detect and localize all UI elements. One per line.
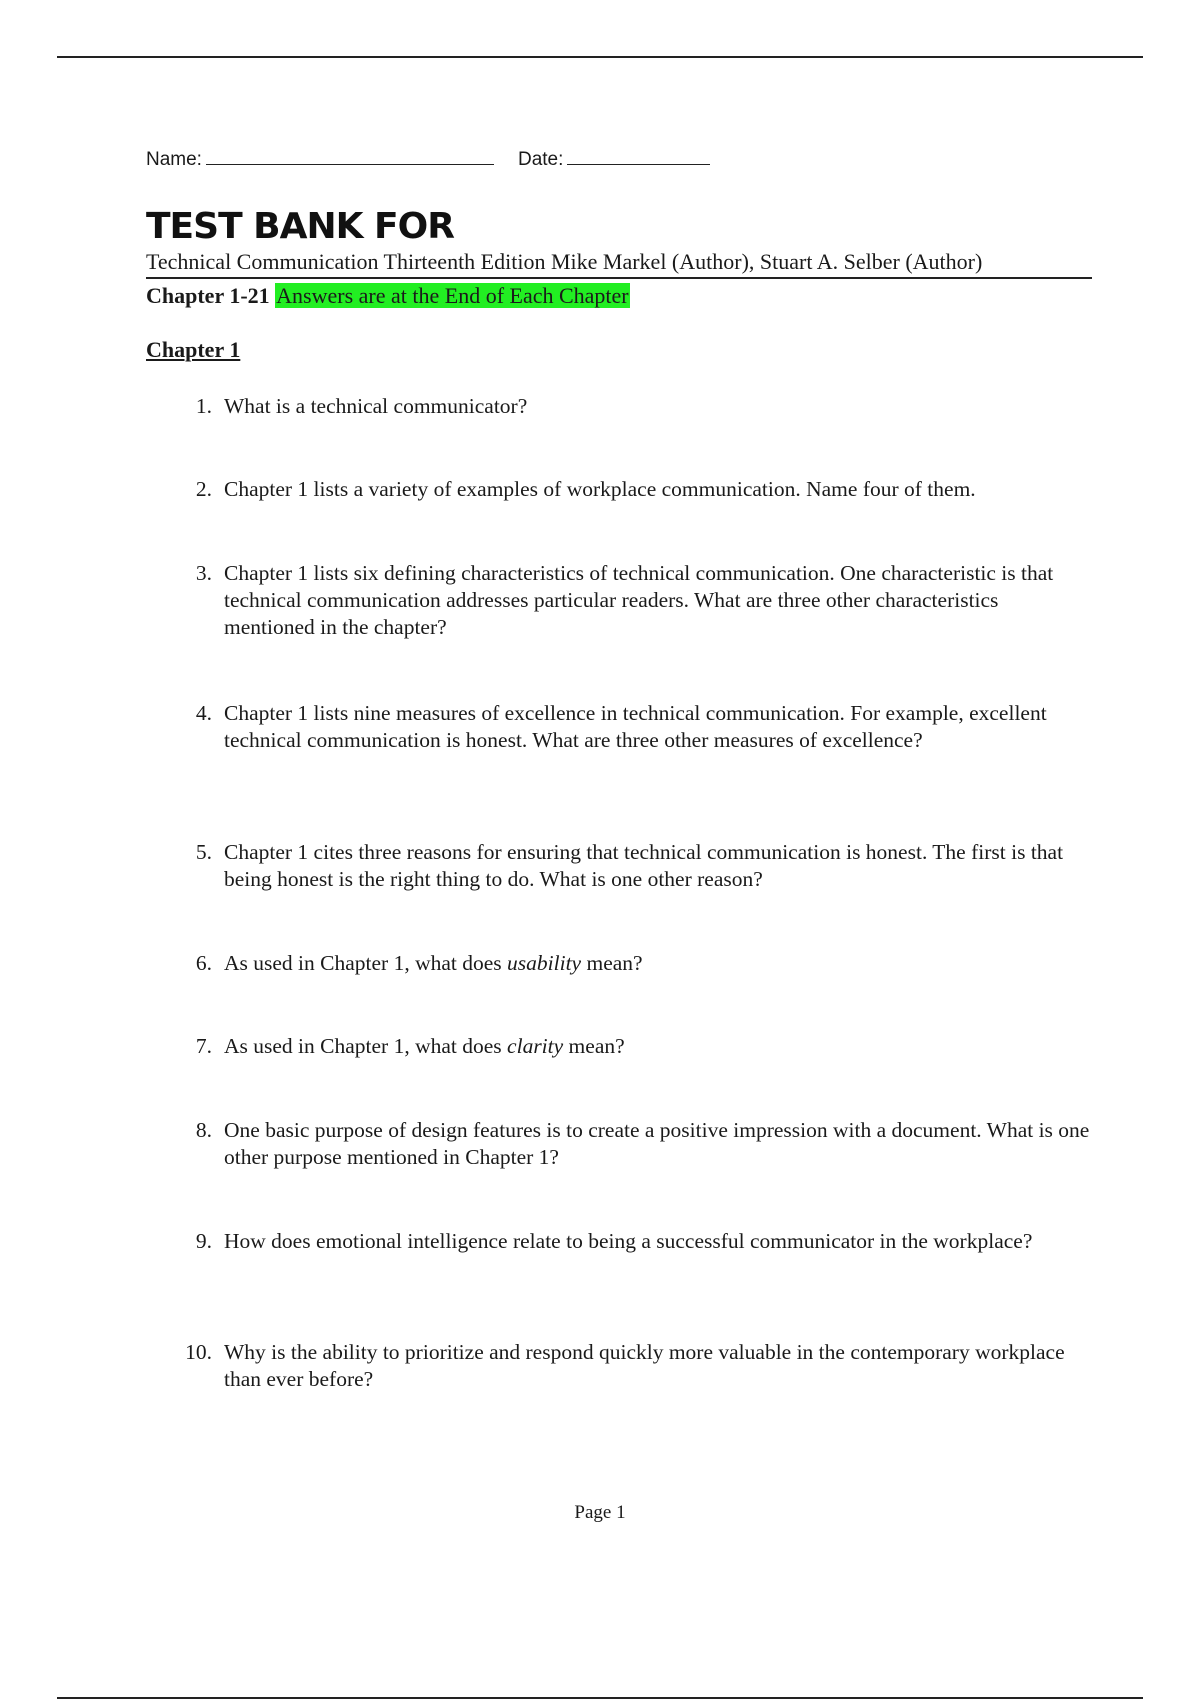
question-number: 10. [185, 1340, 212, 1364]
question-text [224, 1033, 1092, 1060]
question-text: One basic purpose of design features is to create a positive impression with a document. What is one other purpose mentioned in Chapter 1? [224, 1118, 1090, 1169]
question-text: How does emotional intelligence relate to being a successful communicator in the workplace? [224, 1229, 1033, 1253]
defined-term: clarity [507, 1034, 564, 1058]
bottom-rule [57, 1697, 1143, 1699]
book-subtitle: Technical Communication Thirteenth Edition Mike Markel (Author), Stuart A. Selber (Author) [146, 248, 1092, 279]
document-page [146, 140, 1092, 1391]
question-text: Chapter 1 lists a variety of examples of workplace communication. Name four of them. [224, 477, 976, 501]
page-number: Page 1 [574, 1502, 626, 1523]
question-text: Why is the ability to prioritize and respond quickly more valuable in the contemporary workplace than ever before? [224, 1340, 1065, 1391]
top-rule [57, 56, 1143, 58]
chapter-range-line [146, 281, 1092, 311]
question-text: What is a technical communicator? [224, 394, 528, 418]
question-text: Chapter 1 lists nine measures of excellence in technical communication. For example, excellent technical communication is honest. What are three other measures of excellence? [224, 701, 1047, 752]
question-number: 5. [195, 840, 212, 864]
name-date-row [146, 140, 1092, 180]
question-number: 2. [195, 477, 212, 501]
question-text-part: mean? [581, 951, 643, 975]
question-text: Chapter 1 lists six defining characteristics of technical communication. One characteristic is that technical communication addresses particular readers. What are three other characteristics mentioned in the chapter? [224, 561, 1054, 639]
question-number: 9. [195, 1229, 212, 1253]
date-blank [567, 150, 710, 165]
question-text: Chapter 1 cites three reasons for ensuring that technical communication is honest. The first is that being honest is the right thing to do. What is one other reason? [224, 840, 1064, 891]
name-blank [206, 150, 494, 165]
chapter-range: Chapter 1-21 [146, 283, 270, 308]
chapter-heading: Chapter 1 [146, 337, 241, 362]
answers-note: Answers are at the End of Each Chapter [276, 283, 629, 308]
question-text [224, 950, 1092, 977]
question-number: 8. [195, 1118, 212, 1142]
question-number: 3. [195, 561, 212, 585]
question-number: 1. [195, 394, 212, 418]
question-text-part: mean? [563, 1034, 625, 1058]
question-text-part: As used in Chapter 1, what does [224, 951, 508, 975]
question-number: 4. [195, 701, 212, 725]
question-number: 6. [195, 951, 212, 975]
date-label: Date: [517, 149, 564, 170]
name-label: Name: [146, 149, 202, 170]
question-text-part: As used in Chapter 1, what does [224, 1034, 508, 1058]
question-number: 7. [195, 1034, 212, 1058]
document-title: TEST BANK FOR [146, 206, 454, 247]
defined-term: usability [507, 951, 582, 975]
